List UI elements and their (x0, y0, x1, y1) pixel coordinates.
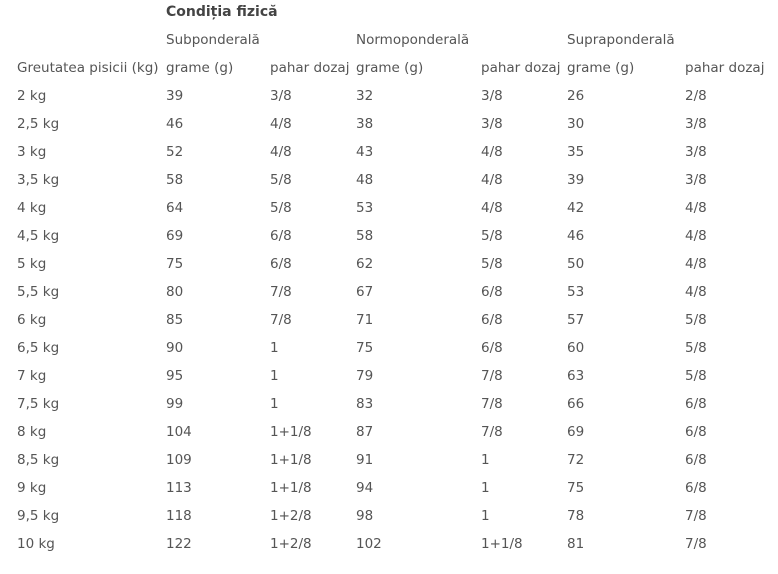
underweight-cup-cell: 7/8 (270, 284, 292, 300)
cat-weight-cell: 7,5 kg (17, 396, 60, 412)
column-header-cat-weight: Greutatea pisicii (kg) (17, 60, 159, 76)
underweight-cup-cell: 1+1/8 (270, 480, 312, 496)
overweight-grams-cell: 69 (567, 424, 585, 440)
underweight-cup-cell: 5/8 (270, 172, 292, 188)
overweight-grams-cell: 63 (567, 368, 585, 384)
normal-cup-cell: 1 (481, 508, 490, 524)
underweight-cup-cell: 1 (270, 396, 279, 412)
group-header-overweight: Supraponderală (567, 32, 675, 48)
cat-weight-cell: 8,5 kg (17, 452, 60, 468)
underweight-cup-cell: 1 (270, 368, 279, 384)
overweight-grams-cell: 42 (567, 200, 585, 216)
cat-weight-cell: 3,5 kg (17, 172, 60, 188)
overweight-cup-cell: 2/8 (685, 88, 707, 104)
column-header-grams: grame (g) (356, 60, 424, 76)
overweight-cup-cell: 4/8 (685, 200, 707, 216)
normal-cup-cell: 6/8 (481, 284, 503, 300)
cat-weight-cell: 4,5 kg (17, 228, 60, 244)
overweight-cup-cell: 4/8 (685, 256, 707, 272)
cat-weight-cell: 6,5 kg (17, 340, 60, 356)
overweight-grams-cell: 46 (567, 228, 585, 244)
overweight-grams-cell: 81 (567, 536, 585, 552)
column-header-grams: grame (g) (166, 60, 234, 76)
overweight-cup-cell: 6/8 (685, 452, 707, 468)
overweight-cup-cell: 5/8 (685, 368, 707, 384)
column-header-measuring-cup: pahar dozaj (685, 60, 765, 76)
cat-weight-cell: 5,5 kg (17, 284, 60, 300)
cat-weight-cell: 4 kg (17, 200, 47, 216)
normal-grams-cell: 48 (356, 172, 374, 188)
group-header-underweight: Subponderală (166, 32, 260, 48)
overweight-grams-cell: 78 (567, 508, 585, 524)
cat-weight-cell: 8 kg (17, 424, 47, 440)
cat-weight-cell: 5 kg (17, 256, 47, 272)
normal-cup-cell: 4/8 (481, 172, 503, 188)
underweight-grams-cell: 75 (166, 256, 184, 272)
underweight-grams-cell: 46 (166, 116, 184, 132)
normal-grams-cell: 91 (356, 452, 374, 468)
underweight-cup-cell: 6/8 (270, 228, 292, 244)
normal-grams-cell: 98 (356, 508, 374, 524)
normal-grams-cell: 94 (356, 480, 374, 496)
normal-cup-cell: 7/8 (481, 396, 503, 412)
underweight-grams-cell: 104 (166, 424, 192, 440)
underweight-cup-cell: 4/8 (270, 144, 292, 160)
normal-cup-cell: 3/8 (481, 88, 503, 104)
underweight-grams-cell: 80 (166, 284, 184, 300)
normal-cup-cell: 5/8 (481, 228, 503, 244)
cat-weight-cell: 10 kg (17, 536, 55, 552)
normal-cup-cell: 1 (481, 452, 490, 468)
cat-weight-cell: 9 kg (17, 480, 47, 496)
overweight-grams-cell: 66 (567, 396, 585, 412)
normal-cup-cell: 3/8 (481, 116, 503, 132)
overweight-grams-cell: 30 (567, 116, 585, 132)
normal-cup-cell: 7/8 (481, 368, 503, 384)
normal-cup-cell: 6/8 (481, 340, 503, 356)
normal-cup-cell: 1+1/8 (481, 536, 523, 552)
underweight-grams-cell: 122 (166, 536, 192, 552)
normal-cup-cell: 6/8 (481, 312, 503, 328)
underweight-grams-cell: 58 (166, 172, 184, 188)
cat-weight-cell: 7 kg (17, 368, 47, 384)
column-header-grams: grame (g) (567, 60, 635, 76)
normal-grams-cell: 102 (356, 536, 382, 552)
column-header-measuring-cup: pahar dozaj (481, 60, 561, 76)
underweight-grams-cell: 99 (166, 396, 184, 412)
overweight-cup-cell: 3/8 (685, 144, 707, 160)
normal-cup-cell: 5/8 (481, 256, 503, 272)
normal-grams-cell: 38 (356, 116, 374, 132)
overweight-grams-cell: 60 (567, 340, 585, 356)
overweight-cup-cell: 3/8 (685, 116, 707, 132)
overweight-grams-cell: 72 (567, 452, 585, 468)
underweight-cup-cell: 1 (270, 340, 279, 356)
overweight-grams-cell: 26 (567, 88, 585, 104)
underweight-grams-cell: 90 (166, 340, 184, 356)
normal-cup-cell: 4/8 (481, 144, 503, 160)
underweight-grams-cell: 52 (166, 144, 184, 160)
overweight-grams-cell: 57 (567, 312, 585, 328)
overweight-cup-cell: 6/8 (685, 480, 707, 496)
overweight-cup-cell: 5/8 (685, 312, 707, 328)
underweight-grams-cell: 64 (166, 200, 184, 216)
column-header-measuring-cup: pahar dozaj (270, 60, 350, 76)
underweight-grams-cell: 118 (166, 508, 192, 524)
cat-weight-cell: 2,5 kg (17, 116, 60, 132)
underweight-cup-cell: 7/8 (270, 312, 292, 328)
overweight-grams-cell: 75 (567, 480, 585, 496)
overweight-cup-cell: 3/8 (685, 172, 707, 188)
underweight-grams-cell: 113 (166, 480, 192, 496)
normal-grams-cell: 53 (356, 200, 374, 216)
overweight-cup-cell: 5/8 (685, 340, 707, 356)
cat-weight-cell: 9,5 kg (17, 508, 60, 524)
cat-weight-cell: 6 kg (17, 312, 47, 328)
underweight-cup-cell: 1+2/8 (270, 508, 312, 524)
normal-cup-cell: 7/8 (481, 424, 503, 440)
underweight-cup-cell: 1+1/8 (270, 452, 312, 468)
group-header-normal-weight: Normoponderală (356, 32, 470, 48)
normal-cup-cell: 1 (481, 480, 490, 496)
normal-grams-cell: 87 (356, 424, 374, 440)
normal-grams-cell: 71 (356, 312, 374, 328)
overweight-cup-cell: 4/8 (685, 228, 707, 244)
underweight-grams-cell: 95 (166, 368, 184, 384)
normal-grams-cell: 58 (356, 228, 374, 244)
underweight-cup-cell: 1+2/8 (270, 536, 312, 552)
underweight-grams-cell: 109 (166, 452, 192, 468)
underweight-cup-cell: 3/8 (270, 88, 292, 104)
overweight-cup-cell: 7/8 (685, 536, 707, 552)
underweight-grams-cell: 69 (166, 228, 184, 244)
table-title: Condiția fizică (166, 4, 278, 20)
underweight-cup-cell: 4/8 (270, 116, 292, 132)
cat-weight-cell: 3 kg (17, 144, 47, 160)
overweight-cup-cell: 4/8 (685, 284, 707, 300)
overweight-grams-cell: 39 (567, 172, 585, 188)
normal-grams-cell: 79 (356, 368, 374, 384)
normal-grams-cell: 32 (356, 88, 374, 104)
overweight-cup-cell: 6/8 (685, 424, 707, 440)
overweight-cup-cell: 6/8 (685, 396, 707, 412)
normal-grams-cell: 43 (356, 144, 374, 160)
underweight-cup-cell: 5/8 (270, 200, 292, 216)
normal-cup-cell: 4/8 (481, 200, 503, 216)
normal-grams-cell: 67 (356, 284, 374, 300)
overweight-cup-cell: 7/8 (685, 508, 707, 524)
overweight-grams-cell: 53 (567, 284, 585, 300)
overweight-grams-cell: 35 (567, 144, 585, 160)
normal-grams-cell: 83 (356, 396, 374, 412)
normal-grams-cell: 62 (356, 256, 374, 272)
normal-grams-cell: 75 (356, 340, 374, 356)
overweight-grams-cell: 50 (567, 256, 585, 272)
underweight-cup-cell: 6/8 (270, 256, 292, 272)
underweight-grams-cell: 39 (166, 88, 184, 104)
underweight-cup-cell: 1+1/8 (270, 424, 312, 440)
cat-weight-cell: 2 kg (17, 88, 47, 104)
underweight-grams-cell: 85 (166, 312, 184, 328)
